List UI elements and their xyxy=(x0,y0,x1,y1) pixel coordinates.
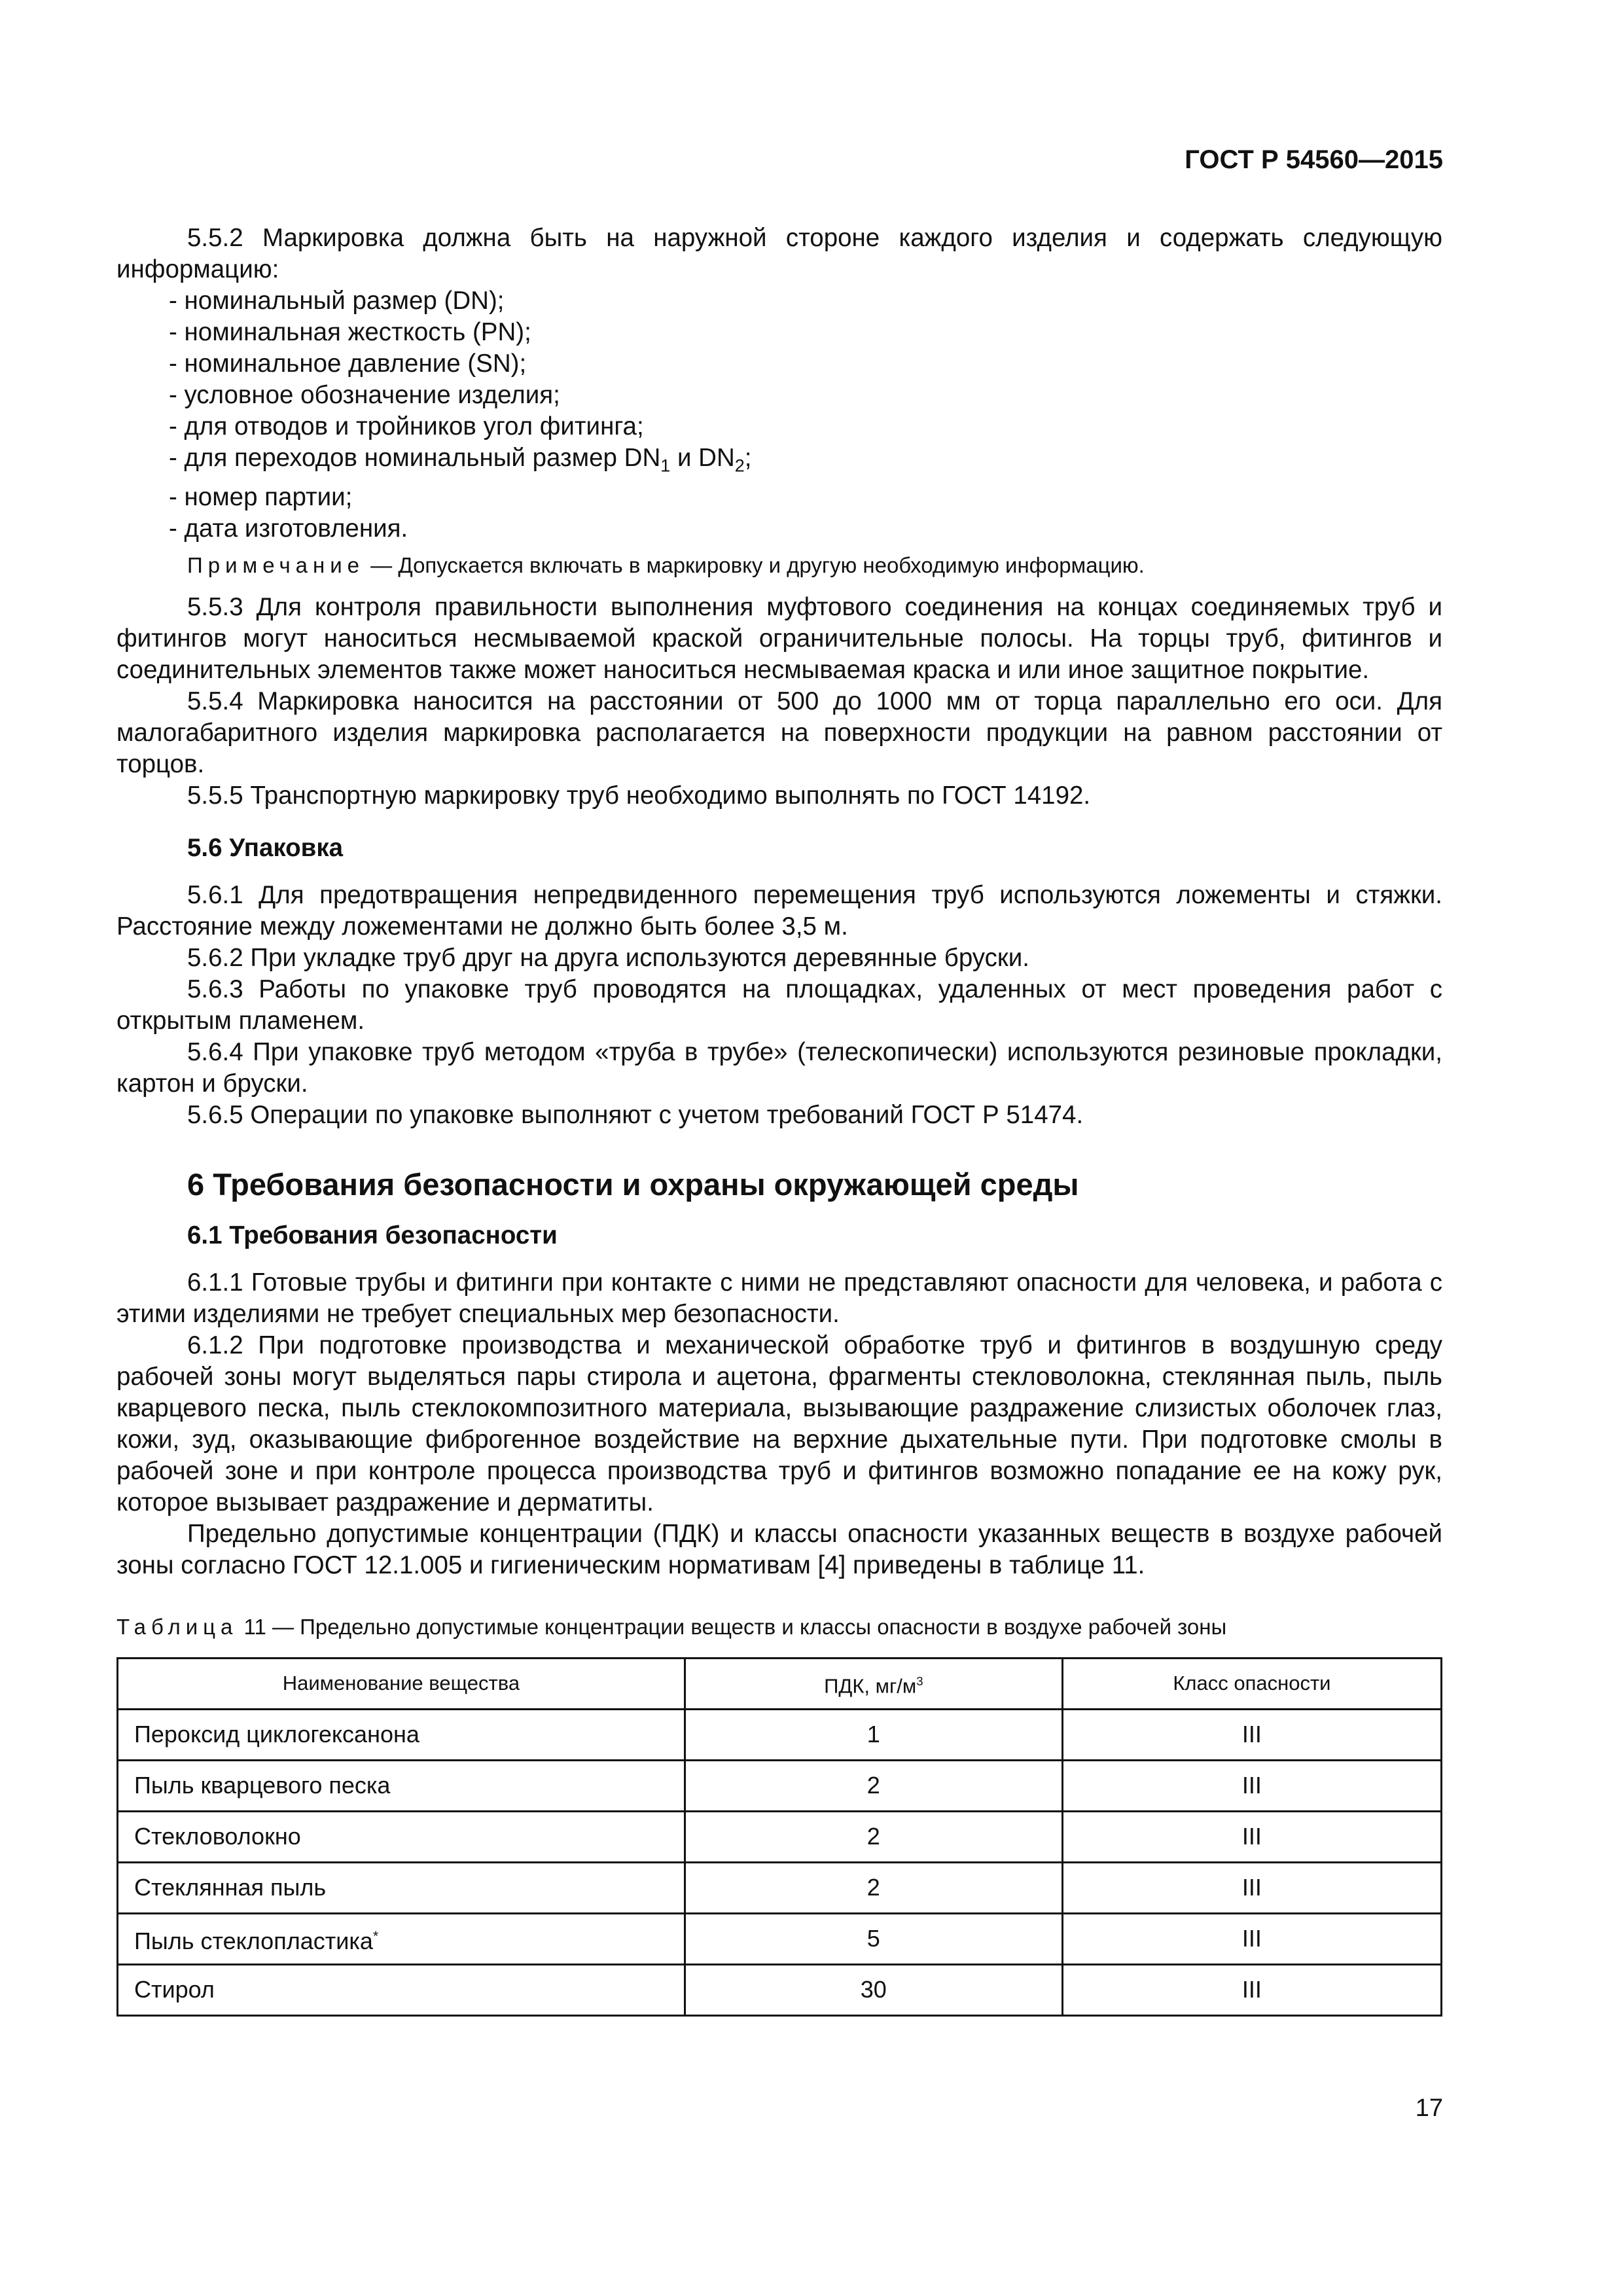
para-5-6-2: 5.6.2 При укладке труб друг на друга используются деревянные бруски. xyxy=(187,943,1029,972)
para-5-6-3: 5.6.3 Работы по упаковке труб проводятся на площадках, удаленных от мест проведения работ с открытым пламенем. xyxy=(116,975,1442,1035)
para-5-5-3: 5.5.3 Для контроля правильности выполнения муфтового соединения на концах соединяемых труб и фитингов могут наноситься несмываемой краской ограничительные полосы. На торцы труб, фитингов и соединительных элементов также может наноситься несмываемая краска и или иное защитное покрытие. xyxy=(116,592,1442,684)
cell-pdk: 2 xyxy=(685,1811,1062,1862)
col-header-pdk-text: ПДК, мг/м xyxy=(824,1674,917,1697)
standard-header: ГОСТ Р 54560—2015 xyxy=(1185,145,1443,174)
cell-class: III xyxy=(1062,1811,1441,1862)
para-6-1-2: 6.1.2 При подготовке производства и механической обработке труб и фитингов в воздушную среду рабочей зоны могут выделяться пары стирола и ацетона, фрагменты стекловолокна, стеклянная пыль, пыль кварцевого песка, пыль стеклокомпозитного материала, вызывающие раздражение слизистых оболочек глаз, кожи, зуд, оказывающие фиброгенное воздействие на верхние дыхательные пути. При подготовке смолы в рабочей зоне и при контроле процесса производства труб и фитингов возможно попадание ее на кожу рук, которое вызывает раздражение и дерматиты. xyxy=(116,1331,1442,1516)
para-pdk: Предельно допустимые концентрации (ПДК) и классы опасности указанных веществ в воздухе рабочей зоны согласно ГОСТ 12.1.005 и гигиеническим нормативам [4] приведены в таблице 11. xyxy=(116,1519,1442,1579)
item-text: ; xyxy=(744,444,752,472)
table-row xyxy=(118,1760,1442,1811)
cell-class: III xyxy=(1062,1760,1441,1811)
cell-class: III xyxy=(1062,1862,1441,1913)
cell-substance xyxy=(118,1760,685,1811)
cell-pdk: 30 xyxy=(685,1964,1062,2015)
table-caption-text: 11 — Предельно допустимые концентрации веществ и классы опасности в воздухе рабочей зоны xyxy=(238,1614,1227,1639)
cell-pdk: 1 xyxy=(685,1709,1062,1760)
list-item: - номинальное давление (SN); xyxy=(169,350,527,378)
table-header-row xyxy=(118,1658,1442,1709)
cell-class: III xyxy=(1062,1964,1441,2015)
para-6-1-1: 6.1.1 Готовые трубы и фитинги при контакте с ними не представляют опасности для человека, и работа с этими изделиями не требует специальных мер безопасности. xyxy=(116,1268,1442,1328)
substance-name: Пыль кварцевого песка xyxy=(134,1772,391,1799)
cell-pdk: 2 xyxy=(685,1760,1062,1811)
superscript: 3 xyxy=(916,1674,923,1688)
substance-name: Стирол xyxy=(134,1976,215,2003)
cell-substance xyxy=(118,1709,685,1760)
table-caption xyxy=(116,1613,1442,1641)
para-5-6-4: 5.6.4 При упаковке труб методом «труба в трубе» (телескопически) используются резиновые прокладки, картон и бруски. xyxy=(116,1037,1442,1098)
substance-name: Стекловолокно xyxy=(134,1823,301,1850)
para-5-5-5: 5.5.5 Транспортную маркировку труб необходимо выполнять по ГОСТ 14192. xyxy=(187,781,1091,810)
list-item: - для отводов и тройников угол фитинга; xyxy=(169,412,644,440)
note xyxy=(116,551,1442,580)
list-item: - номинальная жесткость (PN); xyxy=(169,318,531,346)
para-5-6-5: 5.6.5 Операции по упаковке выполняют с учетом требований ГОСТ Р 51474. xyxy=(187,1100,1084,1129)
substance-name: Стеклянная пыль xyxy=(134,1874,327,1901)
col-header-class: Класс опасности xyxy=(1062,1658,1441,1709)
table-row xyxy=(118,1964,1442,2015)
item-text: - для переходов номинальный размер DN xyxy=(169,444,661,472)
table-body xyxy=(118,1709,1442,2015)
footnote-mark: * xyxy=(372,1928,379,1945)
table-row xyxy=(118,1811,1442,1862)
note-text: — Допускается включать в маркировку и другую необходимую информацию. xyxy=(365,552,1145,577)
cell-pdk: 5 xyxy=(685,1913,1062,1964)
pdk-table xyxy=(116,1657,1442,2017)
substance-name: Пероксид циклогексанона xyxy=(134,1721,419,1748)
table-row xyxy=(118,1913,1442,1964)
section-heading-6: 6 Требования безопасности и охраны окружающей среды xyxy=(187,1166,1079,1202)
page-content xyxy=(116,223,1442,2017)
subscript: 2 xyxy=(734,456,745,476)
para-5-6-1: 5.6.1 Для предотвращения непредвиденного перемещения труб используются ложементы и стяжки. Расстояние между ложементами не должно быть более 3,5 м. xyxy=(116,880,1442,941)
table-label: Таблица xyxy=(116,1614,238,1639)
item-text: и DN xyxy=(670,444,735,472)
list-item: - условное обозначение изделия; xyxy=(169,381,560,409)
marking-list xyxy=(116,285,1442,545)
para-5-5-4: 5.5.4 Маркировка наносится на расстоянии от 500 до 1000 мм от торца параллельно его оси. Для малогабаритного изделия маркировка располагается на поверхности продукции на равном расстоянии от торцов. xyxy=(116,687,1442,778)
table-row xyxy=(118,1709,1442,1760)
col-header-substance: Наименование вещества xyxy=(118,1658,685,1709)
substance-name: Пыль стеклопластика xyxy=(134,1928,373,1955)
list-item: - номер партии; xyxy=(169,482,353,511)
cell-pdk: 2 xyxy=(685,1862,1062,1913)
subscript: 1 xyxy=(660,456,671,476)
note-label: Примечание xyxy=(187,552,365,577)
cell-substance xyxy=(118,1964,685,2015)
list-item: - номинальный размер (DN); xyxy=(169,287,505,315)
cell-class: III xyxy=(1062,1913,1441,1964)
cell-substance xyxy=(118,1913,685,1964)
page-number: 17 xyxy=(1415,2094,1443,2122)
section-heading-6-1: 6.1 Требования безопасности xyxy=(187,1221,558,1249)
col-header-pdk xyxy=(685,1658,1062,1709)
table-row xyxy=(118,1862,1442,1913)
cell-class: III xyxy=(1062,1709,1441,1760)
cell-substance xyxy=(118,1811,685,1862)
list-item: - дата изготовления. xyxy=(169,514,408,543)
cell-substance xyxy=(118,1862,685,1913)
list-item xyxy=(116,442,1442,482)
para-5-5-2: 5.5.2 Маркировка должна быть на наружной стороне каждого изделия и содержать следующую информацию: xyxy=(116,224,1442,283)
section-heading-5-6: 5.6 Упаковка xyxy=(187,833,343,862)
